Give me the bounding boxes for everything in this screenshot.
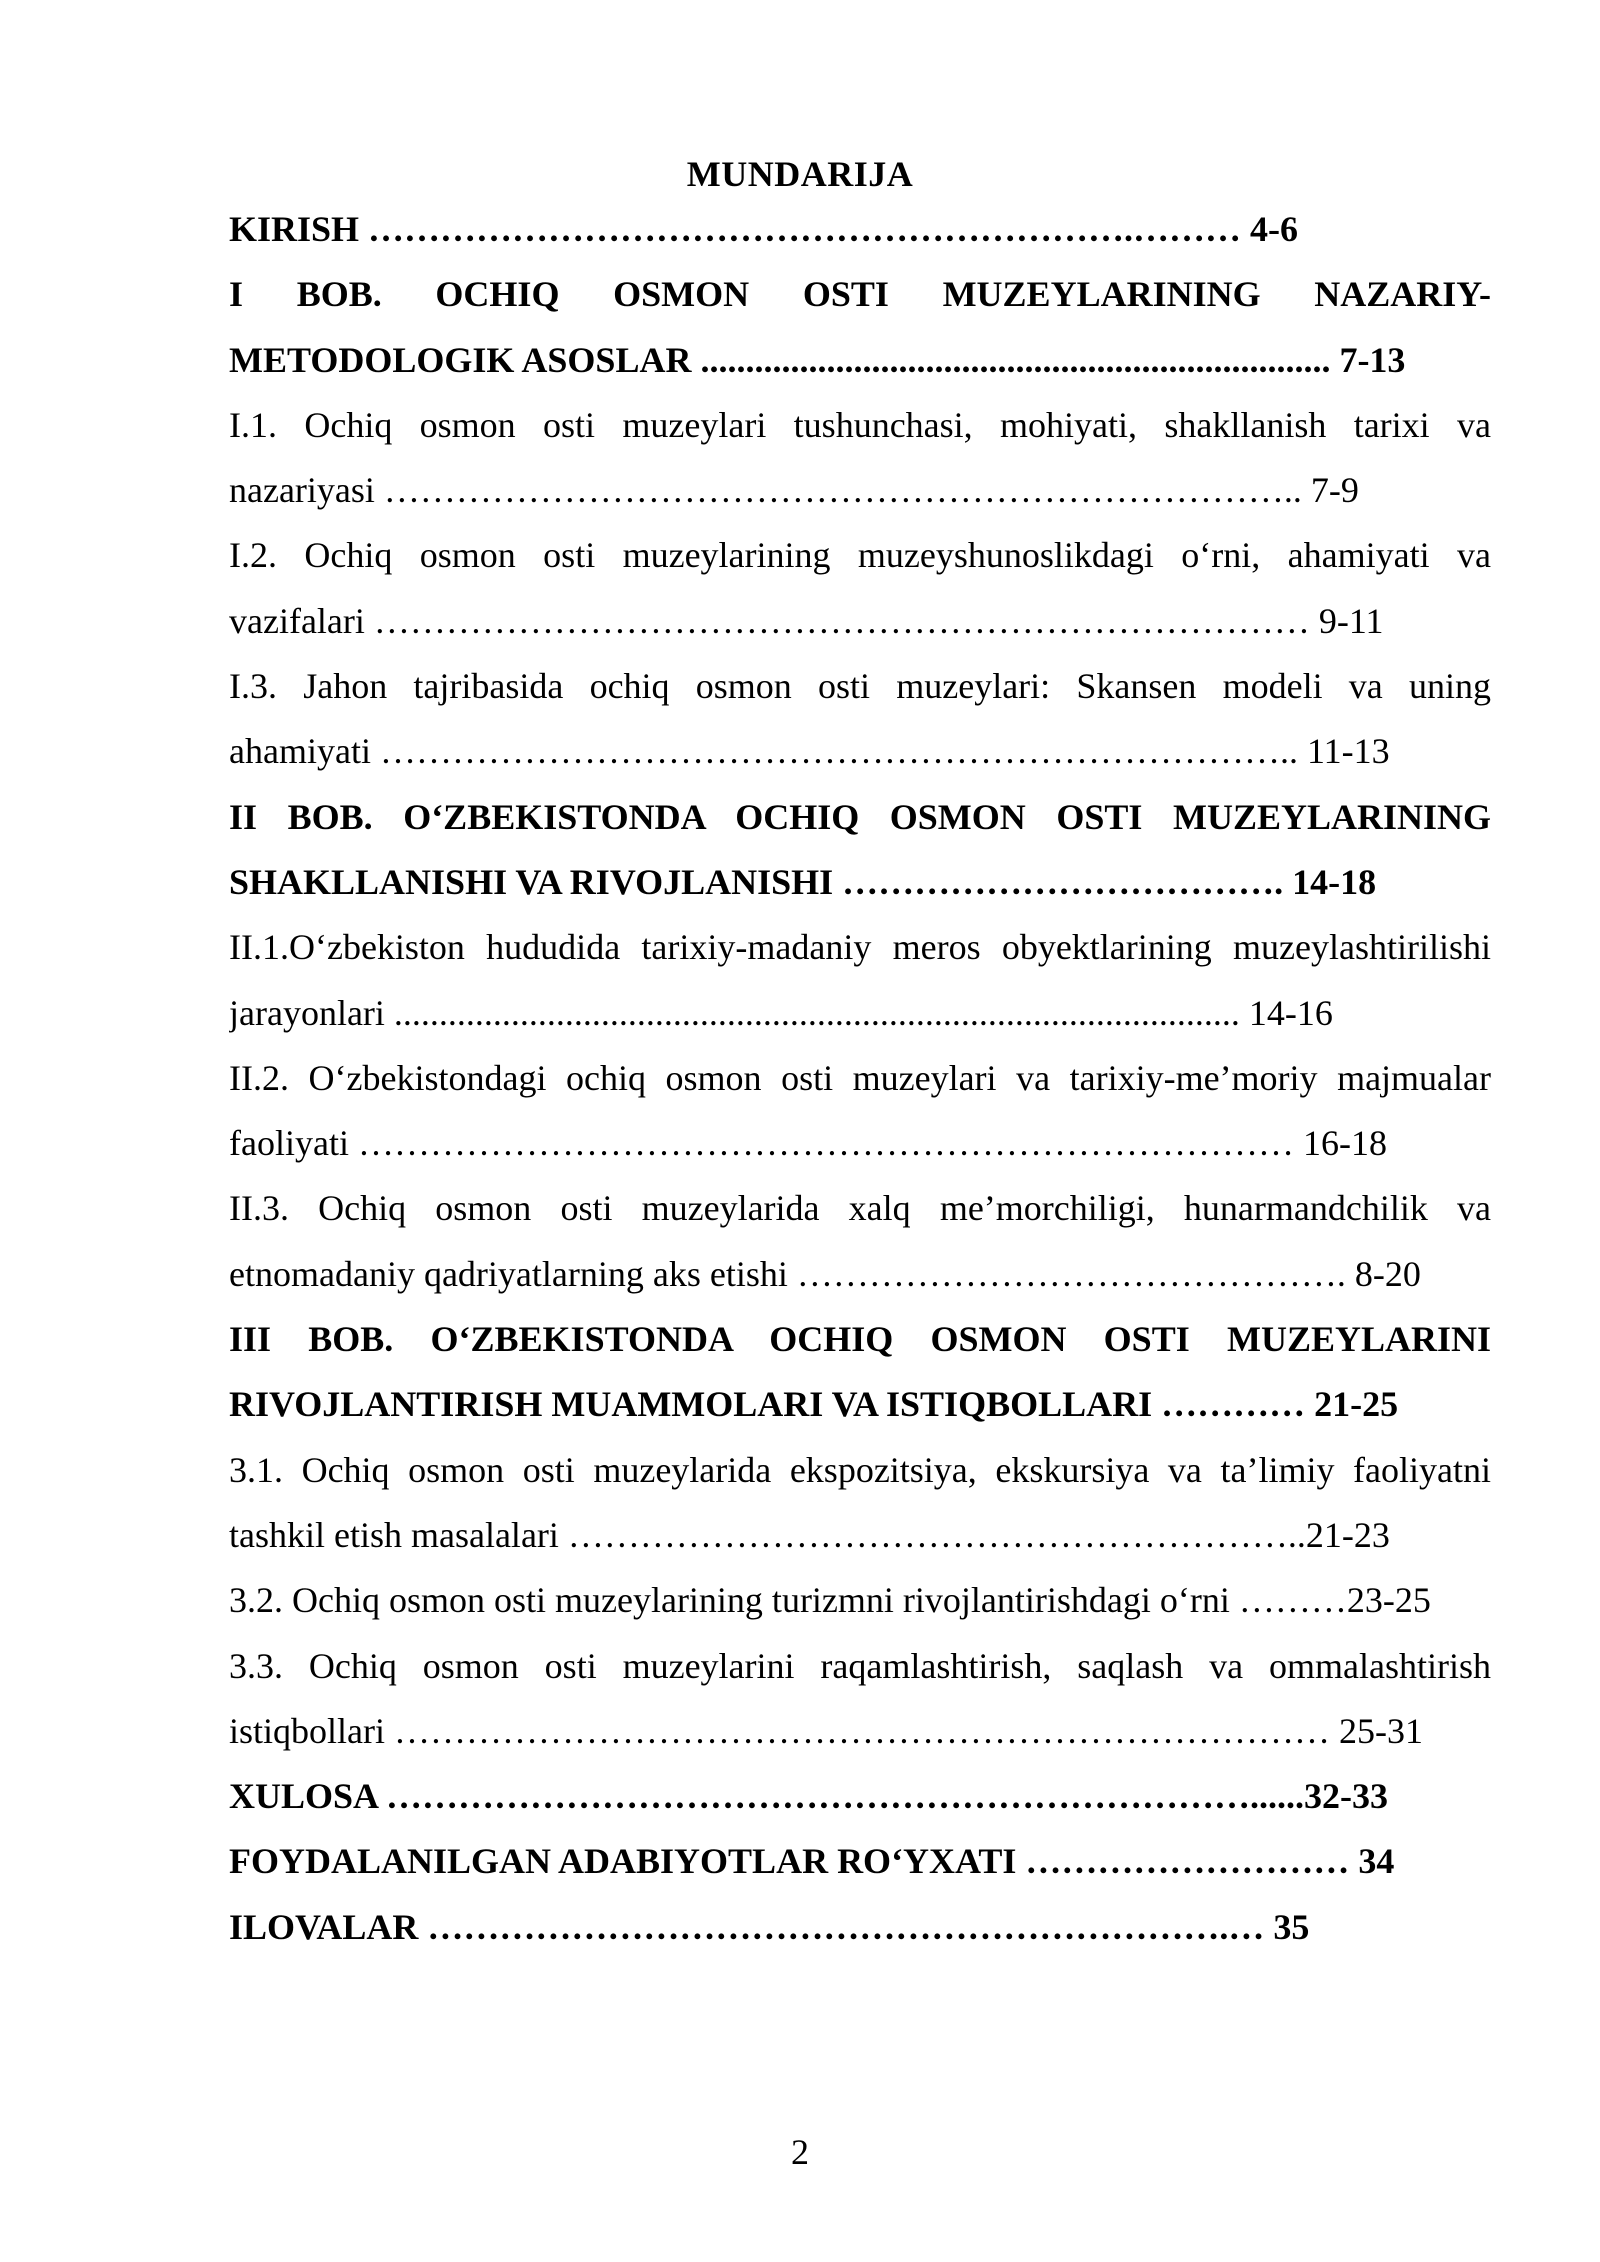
toc-entry <box>229 197 1491 262</box>
toc-entry <box>229 1895 1491 1960</box>
toc-entry-line: I.3. Jahon tajribasida ochiq osmon osti muzeylari: Skansen modeli va uning <box>229 666 1491 707</box>
page-number: 2 <box>791 2132 809 2172</box>
toc-entry-line: KIRISH ……………………………………………………….……… 4-6 <box>229 209 1299 249</box>
toc-entry-line: II BOB. O‘ZBEKISTONDA OCHIQ OSMON OSTI MUZEYLARINING <box>229 796 1491 837</box>
toc-entry <box>229 785 1491 916</box>
toc-entry-line: 3.1. Ochiq osmon osti muzeylarida ekspozitsiya, ekskursiya va ta’limiy faoliyatni <box>229 1449 1491 1490</box>
toc-entry-line: I BOB. OCHIQ OSMON OSTI MUZEYLARINING NAZARIY- <box>229 274 1491 315</box>
toc-entry <box>229 1829 1491 1894</box>
toc-entry-line: SHAKLLANISHI VA RIVOJLANISHI ………………………………. 14-18 <box>229 861 1377 902</box>
toc-entry-line: vazifalari …………………………………………………………………… 9-11 <box>229 600 1384 641</box>
toc-entry <box>229 915 1491 1046</box>
toc-entry <box>229 262 1491 393</box>
toc-entry <box>229 523 1491 654</box>
toc-entry <box>229 1764 1491 1829</box>
toc-entry-line: tashkil etish masalalari ……………………………………………………..21-23 <box>229 1514 1390 1555</box>
toc-entry <box>229 1568 1491 1633</box>
toc-entry <box>229 1307 1491 1438</box>
toc-entry-line: jarayonlari .............................................................................................. 14-16 <box>229 992 1333 1033</box>
toc-entry-line: ahamiyati ………………………………………………………………….. 11-13 <box>229 731 1390 772</box>
toc-entry-line: I.1. Ochiq osmon osti muzeylari tushunchasi, mohiyati, shakllanish tarixi va <box>229 404 1491 445</box>
toc-entry-line: ILOVALAR ………………………………………………………….… 35 <box>229 1906 1310 1947</box>
toc-entry-line: RIVOJLANTIRISH MUAMMOLARI VA ISTIQBOLLARI ………… 21-25 <box>229 1384 1399 1425</box>
toc-entry <box>229 1438 1491 1569</box>
toc-entry-line: II.1.O‘zbekiston hududida tarixiy-madaniy meros obyektlarining muzeylashtirilishi <box>229 927 1491 968</box>
toc-entry-line: 3.3. Ochiq osmon osti muzeylarini raqamlashtirish, saqlash va ommalashtirish <box>229 1645 1491 1686</box>
toc-entry <box>229 1176 1491 1307</box>
toc-entry-line: faoliyati …………………………………………………………………… 16-18 <box>229 1123 1387 1164</box>
toc-entry <box>229 654 1491 785</box>
toc-entry-line: XULOSA ………………………………………………………………......32-33 <box>229 1776 1389 1817</box>
toc-heading: MUNDARIJA <box>686 154 914 194</box>
toc-entry-line: II.2. O‘zbekistondagi ochiq osmon osti muzeylari va tarixiy-me’moriy majmualar <box>229 1057 1491 1098</box>
toc-entry <box>229 1046 1491 1177</box>
toc-entry-line: istiqbollari …………………………………………………………………… 25-31 <box>229 1710 1423 1751</box>
toc-entry-line: 3.2. Ochiq osmon osti muzeylarining turizmni rivojlantirishdagi o‘rni ………23-25 <box>229 1580 1431 1621</box>
toc-entry-line: etnomadaniy qadriyatlarning aks etishi ………………………………………. 8-20 <box>229 1253 1421 1294</box>
toc-entry <box>229 1634 1491 1765</box>
toc-entry-line: METODOLOGIK ASOSLAR ...................................................................... 7-13 <box>229 339 1406 380</box>
toc-entry-line: nazariyasi ………………………………………………………………….. 7-9 <box>229 470 1359 511</box>
toc-entry-line: III BOB. O‘ZBEKISTONDA OCHIQ OSMON OSTI MUZEYLARINI <box>229 1319 1491 1360</box>
toc-entry <box>229 393 1491 524</box>
table-of-contents <box>229 197 1491 1960</box>
toc-entry-line: I.2. Ochiq osmon osti muzeylarining muzeyshunoslikdagi o‘rni, ahamiyati va <box>229 535 1491 576</box>
toc-entry-line: FOYDALANILGAN ADABIYOTLAR RO‘YXATI ……………………… 34 <box>229 1841 1395 1882</box>
toc-entry-line: II.3. Ochiq osmon osti muzeylarida xalq me’morchiligi, hunarmandchilik va <box>229 1188 1491 1229</box>
